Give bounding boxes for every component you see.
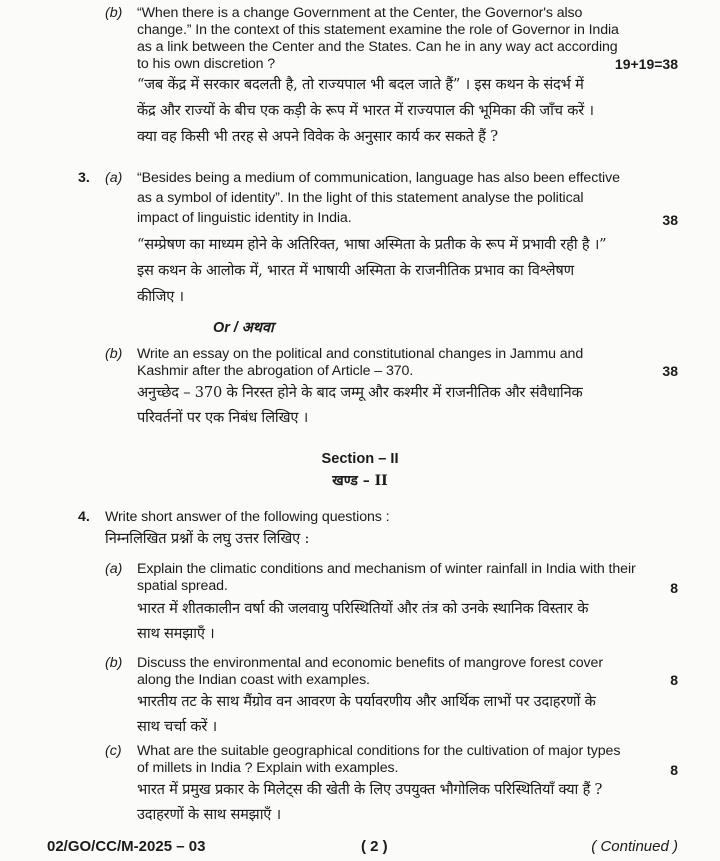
section-title-hindi: खण्ड – II — [332, 473, 388, 489]
q3b-label: (b) — [105, 346, 123, 362]
q4c-hi-line: उदाहरणों के साथ समझाएँ । — [137, 806, 281, 823]
q4-intro-hindi: निम्नलिखित प्रश्नों के लघु उत्तर लिखिए : — [105, 530, 310, 547]
q3a-hi-line: “सम्प्रेषण का माध्यम होने के अतिरिक्त, भाषा अस्मिता के प्रतीक के रूप में प्रभावी रही है ।” — [137, 236, 607, 253]
q3b-hi-line: परिवर्तनों पर एक निबंध लिखिए । — [137, 409, 309, 426]
q4-intro: Write short answer of the following questions : — [105, 509, 390, 525]
q3a-en-line: as a symbol of identity”. In the light of this statement analyse the political — [137, 190, 584, 206]
footer-continued: ( Continued ) — [591, 838, 678, 855]
q3a-en-line: “Besides being a medium of communication, language has also been effective — [137, 170, 620, 186]
q2b-en-line: “When there is a change Government at the Center, the Governor's also — [137, 5, 583, 21]
q4b-en-line: Discuss the environmental and economic benefits of mangrove forest cover — [137, 655, 603, 671]
q4a-label: (a) — [105, 561, 123, 577]
footer-page-number: ( 2 ) — [361, 838, 388, 855]
q4b-en-line: along the Indian coast with examples. — [137, 672, 370, 688]
q3a-en-line: impact of linguistic identity in India. — [137, 210, 352, 226]
q3a-marks: 38 — [662, 212, 678, 228]
q2b-en-line: change.” In the context of this statement examine the role of Governor in India — [137, 22, 619, 38]
q4a-en-line: spatial spread. — [137, 578, 228, 594]
q2b-marks: 19+19=38 — [614, 56, 678, 72]
q2b-hi-line: “जब केंद्र में सरकार बदलती है, तो राज्यपाल भी बदल जाते हैं” । इस कथन के संदर्भ में — [137, 76, 584, 93]
footer-code: 02/GO/CC/M-2025 – 03 — [47, 838, 206, 855]
q2b-hi-line: केंद्र और राज्यों के बीच एक कड़ी के रूप में भारत में राज्यपाल की भूमिका की जाँच करें । — [137, 102, 594, 119]
q4c-en-line: What are the suitable geographical conditions for the cultivation of major types — [137, 743, 621, 759]
q4a-marks: 8 — [670, 580, 678, 596]
q4c-en-line: of millets in India ? Explain with examples. — [137, 760, 399, 776]
q4c-label: (c) — [105, 743, 122, 759]
or-divider: Or / अथवा — [213, 320, 274, 336]
q2b-en-line: as a link between the Center and the States. Can he in any way act according — [137, 39, 618, 55]
q4b-label: (b) — [105, 655, 123, 671]
q3-number: 3. — [78, 170, 90, 186]
q2b-en-line: to his own discretion ? — [137, 56, 276, 72]
q3b-hi-line: अनुच्छेद – 370 के निरस्त होने के बाद जम्मू और कश्मीर में राजनीतिक और संवैधानिक — [137, 384, 583, 401]
q3b-en-line: Kashmir after the abrogation of Article – 370. — [137, 363, 414, 379]
q4a-hi-line: भारत में शीतकालीन वर्षा की जलवायु परिस्थितियों और तंत्र को उनके स्थानिक विस्तार के — [137, 600, 589, 617]
q4b-marks: 8 — [670, 672, 678, 688]
q4b-hi-line: भारतीय तट के साथ मैंग्रोव वन आवरण के पर्यावरणीय और आर्थिक लाभों पर उदाहरणों के — [137, 693, 596, 710]
q3a-hi-line: इस कथन के आलोक में, भारत में भाषायी अस्मिता के राजनीतिक प्रभाव का विश्लेषण — [137, 262, 574, 279]
q4a-en-line: Explain the climatic conditions and mechanism of winter rainfall in India with their — [137, 561, 636, 577]
q3a-label: (a) — [105, 170, 123, 186]
q4b-hi-line: साथ चर्चा करें । — [137, 718, 217, 735]
q2b-label: (b) — [105, 5, 123, 21]
q3a-hi-line: कीजिए । — [137, 288, 184, 305]
q3b-marks: 38 — [662, 363, 678, 379]
q4a-hi-line: साथ समझाएँ । — [137, 625, 215, 642]
q2b-hi-line: क्या वह किसी भी तरह से अपने विवेक के अनुसार कार्य कर सकते हैं ? — [137, 128, 498, 145]
section-title: Section – II — [321, 451, 399, 467]
q4-number: 4. — [78, 509, 90, 525]
q4c-marks: 8 — [670, 762, 678, 778]
q3b-en-line: Write an essay on the political and constitutional changes in Jammu and — [137, 346, 584, 362]
q4c-hi-line: भारत में प्रमुख प्रकार के मिलेट्स की खेती के लिए उपयुक्त भौगोलिक परिस्थितियाँ क्या हैं ? — [137, 781, 603, 798]
